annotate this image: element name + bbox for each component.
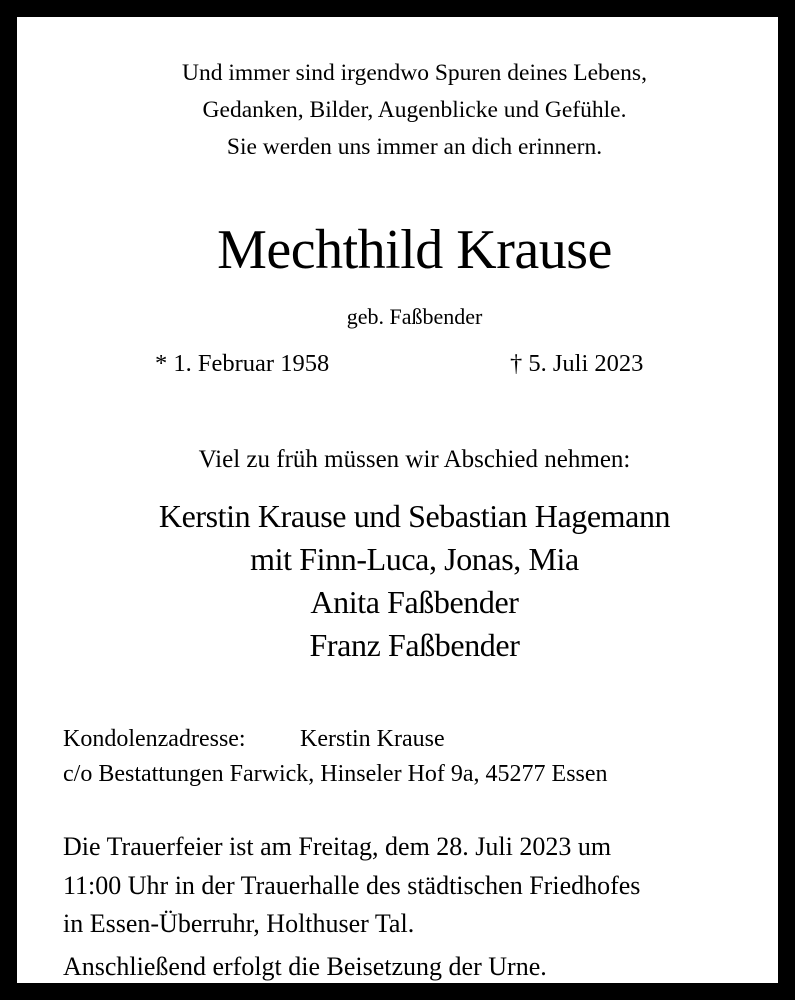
poem-line: Gedanken, Bilder, Augenblicke und Gefühle.	[202, 97, 627, 123]
service-line: Die Trauerfeier ist am Freitag, dem 28. Juli 2023 um	[63, 832, 612, 861]
burial-note: Anschließend erfolgt die Beisetzung der Urne.	[63, 952, 547, 981]
poem-line: Sie werden uns immer an dich erinnern.	[226, 134, 603, 160]
condolence-street: c/o Bestattungen Farwick, Hinseler Hof 9a, 45277 Essen	[63, 761, 608, 787]
service-line: 11:00 Uhr in der Trauerhalle des städtischen Friedhofes	[63, 870, 641, 900]
birth-name: geb. Faßbender	[346, 304, 483, 329]
mourner-line: Kerstin Krause und Sebastian Hagemann	[158, 498, 671, 534]
mourner-line: Anita Faßbender	[310, 584, 519, 620]
condolence-label: Kondolenzadresse:	[63, 726, 246, 752]
condolence-name: Kerstin Krause	[300, 726, 445, 752]
deceased-name: Mechthild Krause	[217, 219, 612, 281]
mourner-line: mit Finn-Luca, Jonas, Mia	[250, 541, 579, 577]
birth-date: * 1. Februar 1958	[155, 350, 330, 377]
memorial-poem	[17, 55, 795, 166]
farewell-text: Viel zu früh müssen wir Abschied nehmen:	[198, 446, 631, 473]
funeral-service-info	[63, 828, 640, 944]
poem-line: Und immer sind irgendwo Spuren deines Lebens,	[182, 60, 647, 86]
death-date: † 5. Juli 2023	[510, 350, 644, 377]
mourners-list	[17, 495, 795, 667]
mourner-line: Franz Faßbender	[309, 627, 520, 663]
service-line: in Essen-Überruhr, Holthuser Tal.	[63, 909, 415, 938]
condolence-address	[63, 722, 608, 792]
